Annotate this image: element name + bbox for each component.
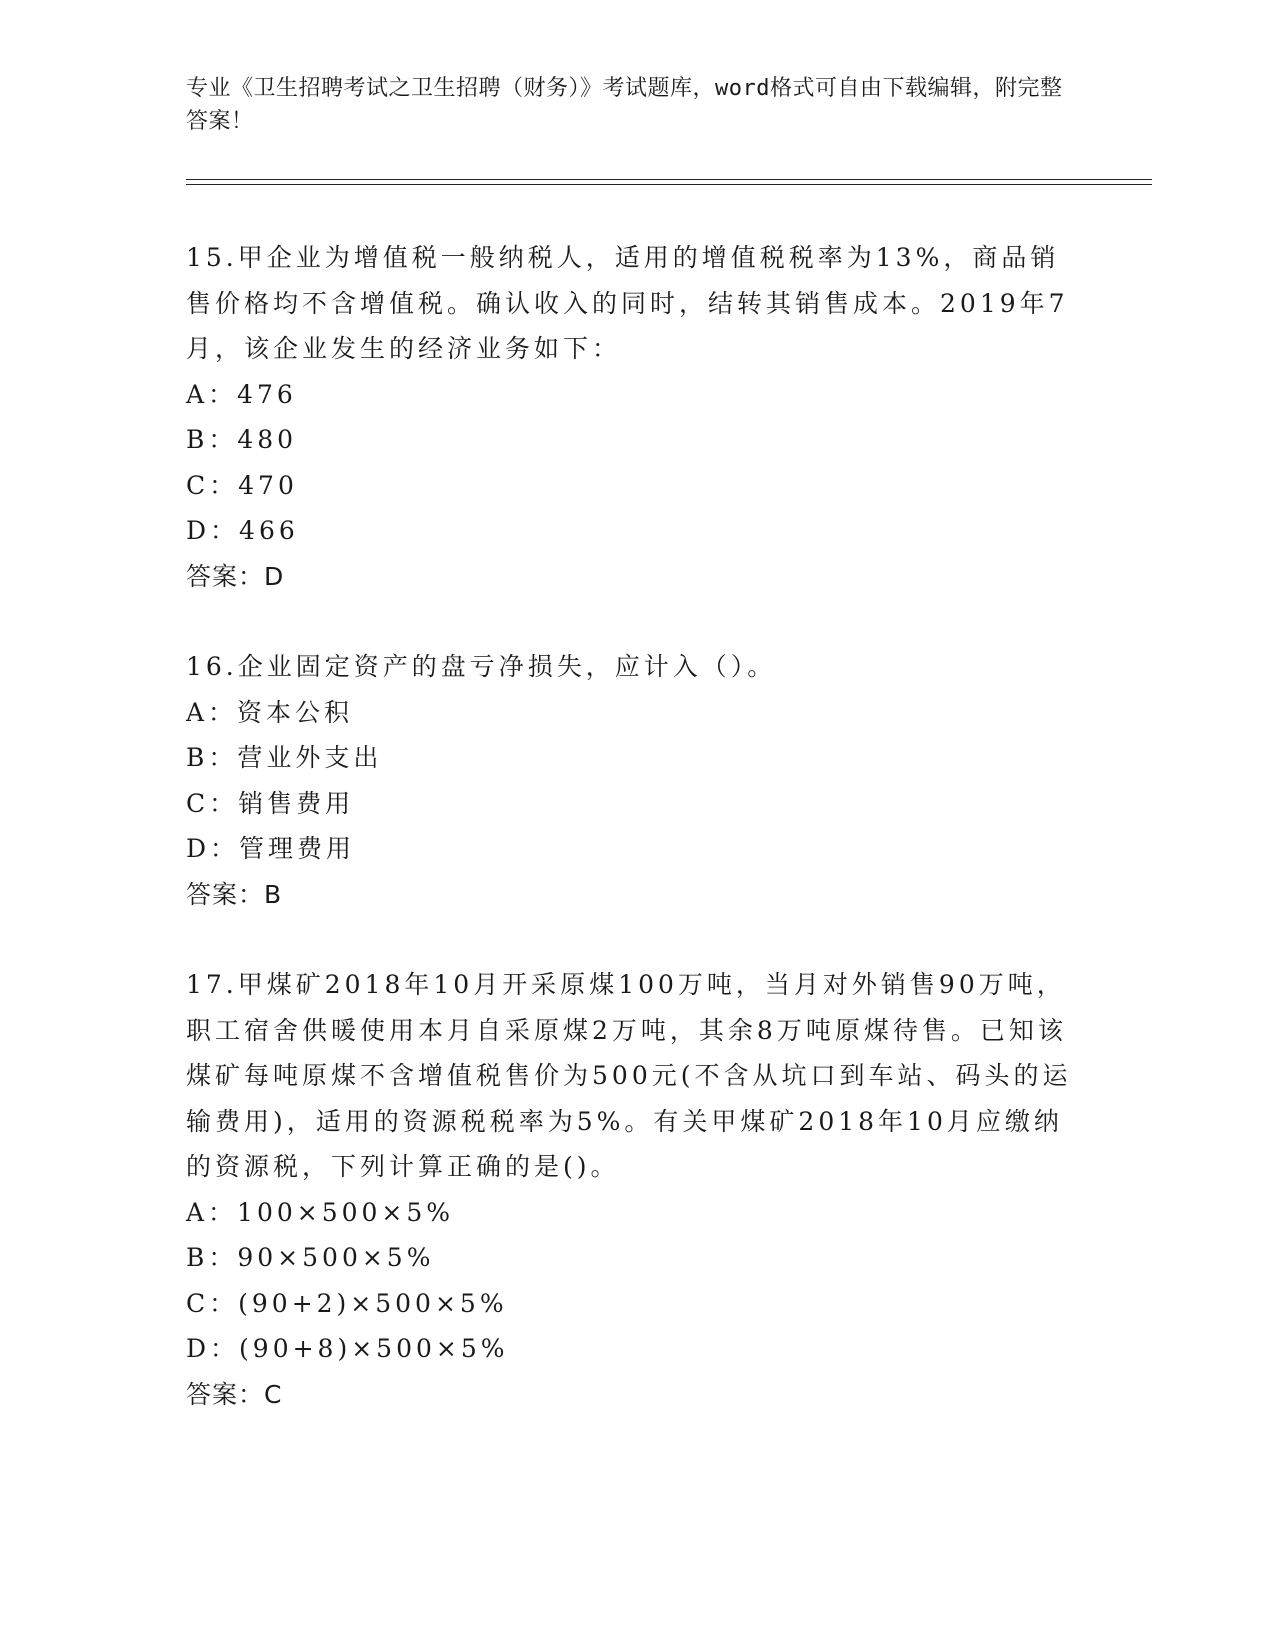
option-d: D：(90+8)×500×5% [186, 1334, 509, 1363]
option-c: C：470 [186, 470, 298, 500]
document-header [186, 72, 1066, 138]
header-text: 专业《卫生招聘考试之卫生招聘（财务）》考试题库，word格式可自由下载编辑，附完整答案！ [186, 76, 1063, 134]
option-a: A：100×500×5% [186, 1197, 455, 1227]
option-c: C：销售费用 [186, 788, 355, 818]
question-stem: 15.甲企业为增值税一般纳税人，适用的增值税税率为13%，商品销售价格均不含增值税。确认收入的同时，结转其销售成本。2019年7月，该企业发生的经济业务如下： [186, 243, 1069, 363]
question-stem: 17.甲煤矿2018年10月开采原煤100万吨，当月对外销售90万吨，职工宿舍供暖使用本月自采原煤2万吨，其余8万吨原煤待售。已知该煤矿每吨原煤不含增值税售价为500元(不含从坑口到车站、码头的运输费用)，适用的资源税税率为5%。有关甲煤矿2018年10月应缴纳的资源税，下列计算正确的是()。 [186, 970, 1072, 1181]
option-d: D：466 [186, 516, 299, 545]
header-divider-bottom [186, 184, 1152, 185]
option-b: B：480 [186, 425, 298, 454]
option-a: A：资本公积 [186, 697, 354, 727]
answer-line: 答案：B [186, 879, 283, 909]
option-b: B：90×500×5% [186, 1243, 435, 1272]
option-a: A：476 [186, 379, 297, 409]
question-16 [186, 644, 1086, 917]
answer-line: 答案：C [186, 1379, 283, 1409]
header-divider-top [186, 179, 1152, 180]
question-stem: 16.企业固定资产的盘亏净损失，应计入（）。 [186, 652, 777, 681]
option-d: D：管理费用 [186, 834, 356, 863]
option-c: C：(90+2)×500×5% [186, 1288, 508, 1318]
question-17 [186, 962, 1086, 1417]
option-b: B：营业外支出 [186, 743, 383, 772]
answer-line: 答案：D [186, 561, 285, 591]
question-15 [186, 235, 1086, 599]
